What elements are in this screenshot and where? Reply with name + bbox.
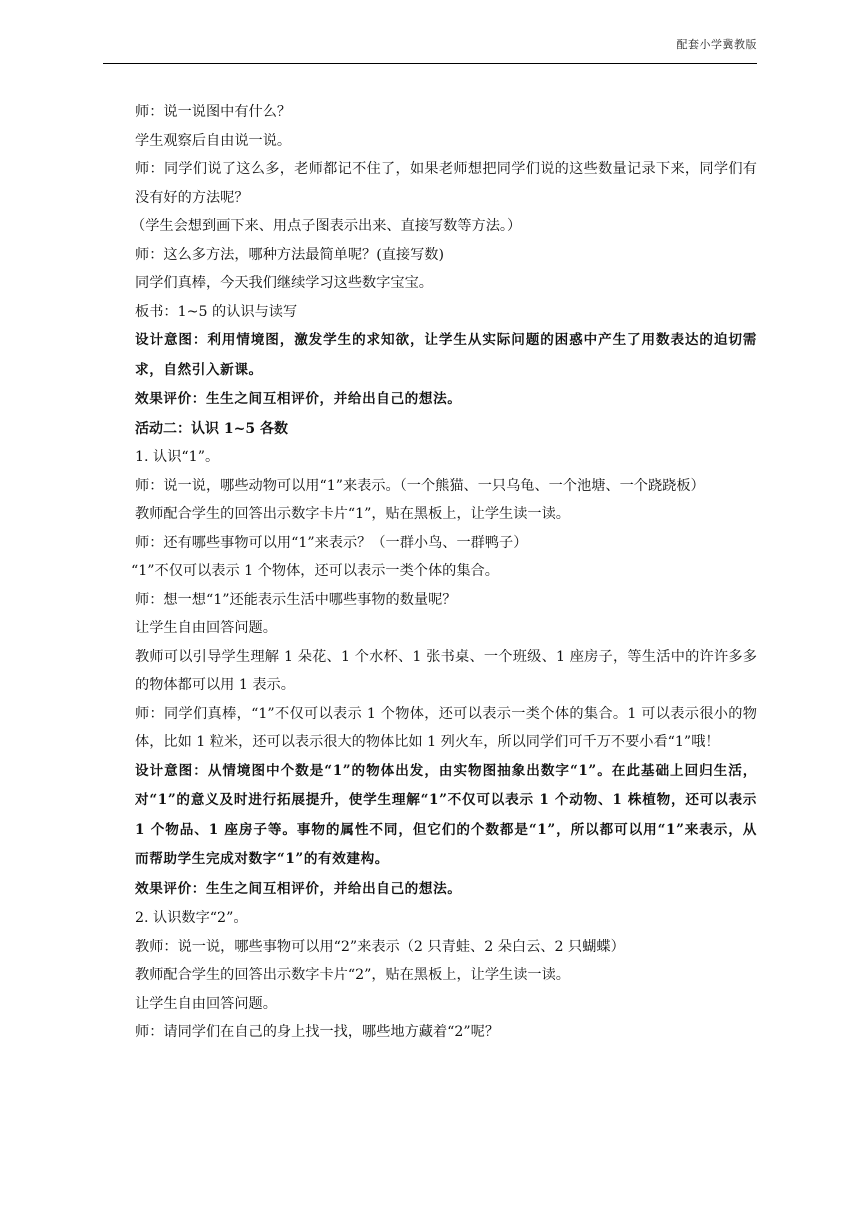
design-intent-2 (135, 757, 757, 875)
paragraph: 师：说一说，哪些动物可以用“1”来表示。（一个熊猫、一只乌龟、一个池塘、一个跷跷板） (135, 477, 705, 494)
paragraph: （学生会想到画下来、用点子图表示出来、直接写数等方法。） (131, 218, 522, 234)
section-heading: 2. 认识数字“2”。 (135, 910, 248, 926)
effect-evaluation-label: 效果评价： (135, 391, 206, 407)
design-intent-text: 利用情境图，激发学生的求知欲，让学生从实际问题的困惑中产生了用数表达的迫切需求，自然引入新课。 (135, 332, 758, 378)
effect-evaluation-label: 效果评价： (135, 880, 206, 897)
paragraph: 教师可以引导学生理解 1 朵花、1 个水杯、1 张书桌、一个班级、1 座房子，等生活中的许许多多的物体都可以用 1 表示。 (135, 648, 757, 693)
document-body (131, 98, 758, 1047)
header-text: 配套小学冀教版 (676, 38, 757, 51)
header-rule (103, 63, 757, 64)
paragraph: 师：说一说图中有什么？ (135, 104, 292, 120)
paragraph: 师：这么多方法，哪种方法最简单呢？(直接写数) (135, 246, 445, 263)
effect-evaluation-text: 生生之间互相评价，并给出自己的想法。 (205, 880, 462, 897)
design-intent-label: 设计意图： (135, 332, 208, 348)
paragraph: “1”不仅可以表示 1 个物体，还可以表示一类个体的集合。 (131, 563, 499, 579)
design-intent-text: 从情境图中个数是“1”的物体出发，由实物图抽象出数字“1”。在此基础上回归生活，对“1”的意义及时进行拓展提升，使学生理解“1”不仅可以表示 1 个动物、1 株植物，还可以表示 1 个物品、1 座房子等。事物的属性不同，但它们的个数都是“1”，所以都可以用“1”来表示，从而帮助学生完成对数字“1”的有效建构。 (135, 762, 758, 867)
effect-evaluation-1 (135, 385, 757, 415)
paragraph: 师：想一想“1”还能表示生活中哪些事物的数量呢？ (135, 591, 457, 608)
effect-evaluation-text: 生生之间互相评价，并给出自己的想法。 (205, 391, 462, 407)
paragraph: 师：还有哪些事物可以用“1”来表示？（一群小鸟、一群鸭子） (135, 534, 528, 551)
paragraph: 教师配合学生的回答出示数字卡片“1”，贴在黑板上，让学生读一读。 (135, 506, 570, 522)
paragraph: 师：请同学们在自己的身上找一找，哪些地方藏着“2”呢？ (135, 1024, 500, 1040)
paragraph: 学生观察后自由说一说。 (135, 132, 292, 149)
paragraph: 师：同学们说了这么多，老师都记不住了，如果老师想把同学们说的这些数量记录下来，同学们有没有好的方法呢？ (135, 161, 757, 206)
effect-evaluation-2 (135, 875, 757, 905)
activity-heading: 活动二：认识 1~5 各数 (135, 420, 288, 437)
design-intent-label: 设计意图： (135, 762, 208, 779)
section-heading: 1. 认识“1”。 (135, 449, 220, 465)
paragraph: 师：同学们真棒，“1”不仅可以表示 1 个物体，还可以表示一类个体的集合。1 可以表示很小的物体，比如 1 粒米，还可以表示很大的物体比如 1 列火车，所以同学们可千万不要小看“1”哦！ (135, 705, 757, 750)
paragraph: 同学们真棒，今天我们继续学习这些数字宝宝。 (135, 275, 433, 291)
paragraph: 教师配合学生的回答出示数字卡片“2”，贴在黑板上，让学生读一读。 (135, 967, 570, 983)
paragraph: 让学生自由回答问题。 (135, 620, 277, 636)
blackboard-note: 板书：1~5 的认识与读写 (135, 303, 298, 320)
paragraph: 让学生自由回答问题。 (135, 995, 277, 1012)
paragraph: 教师：说一说，哪些事物可以用“2”来表示（2 只青蛙、2 朵白云、2 只蝴蝶） (135, 938, 625, 955)
design-intent-1 (135, 326, 757, 385)
